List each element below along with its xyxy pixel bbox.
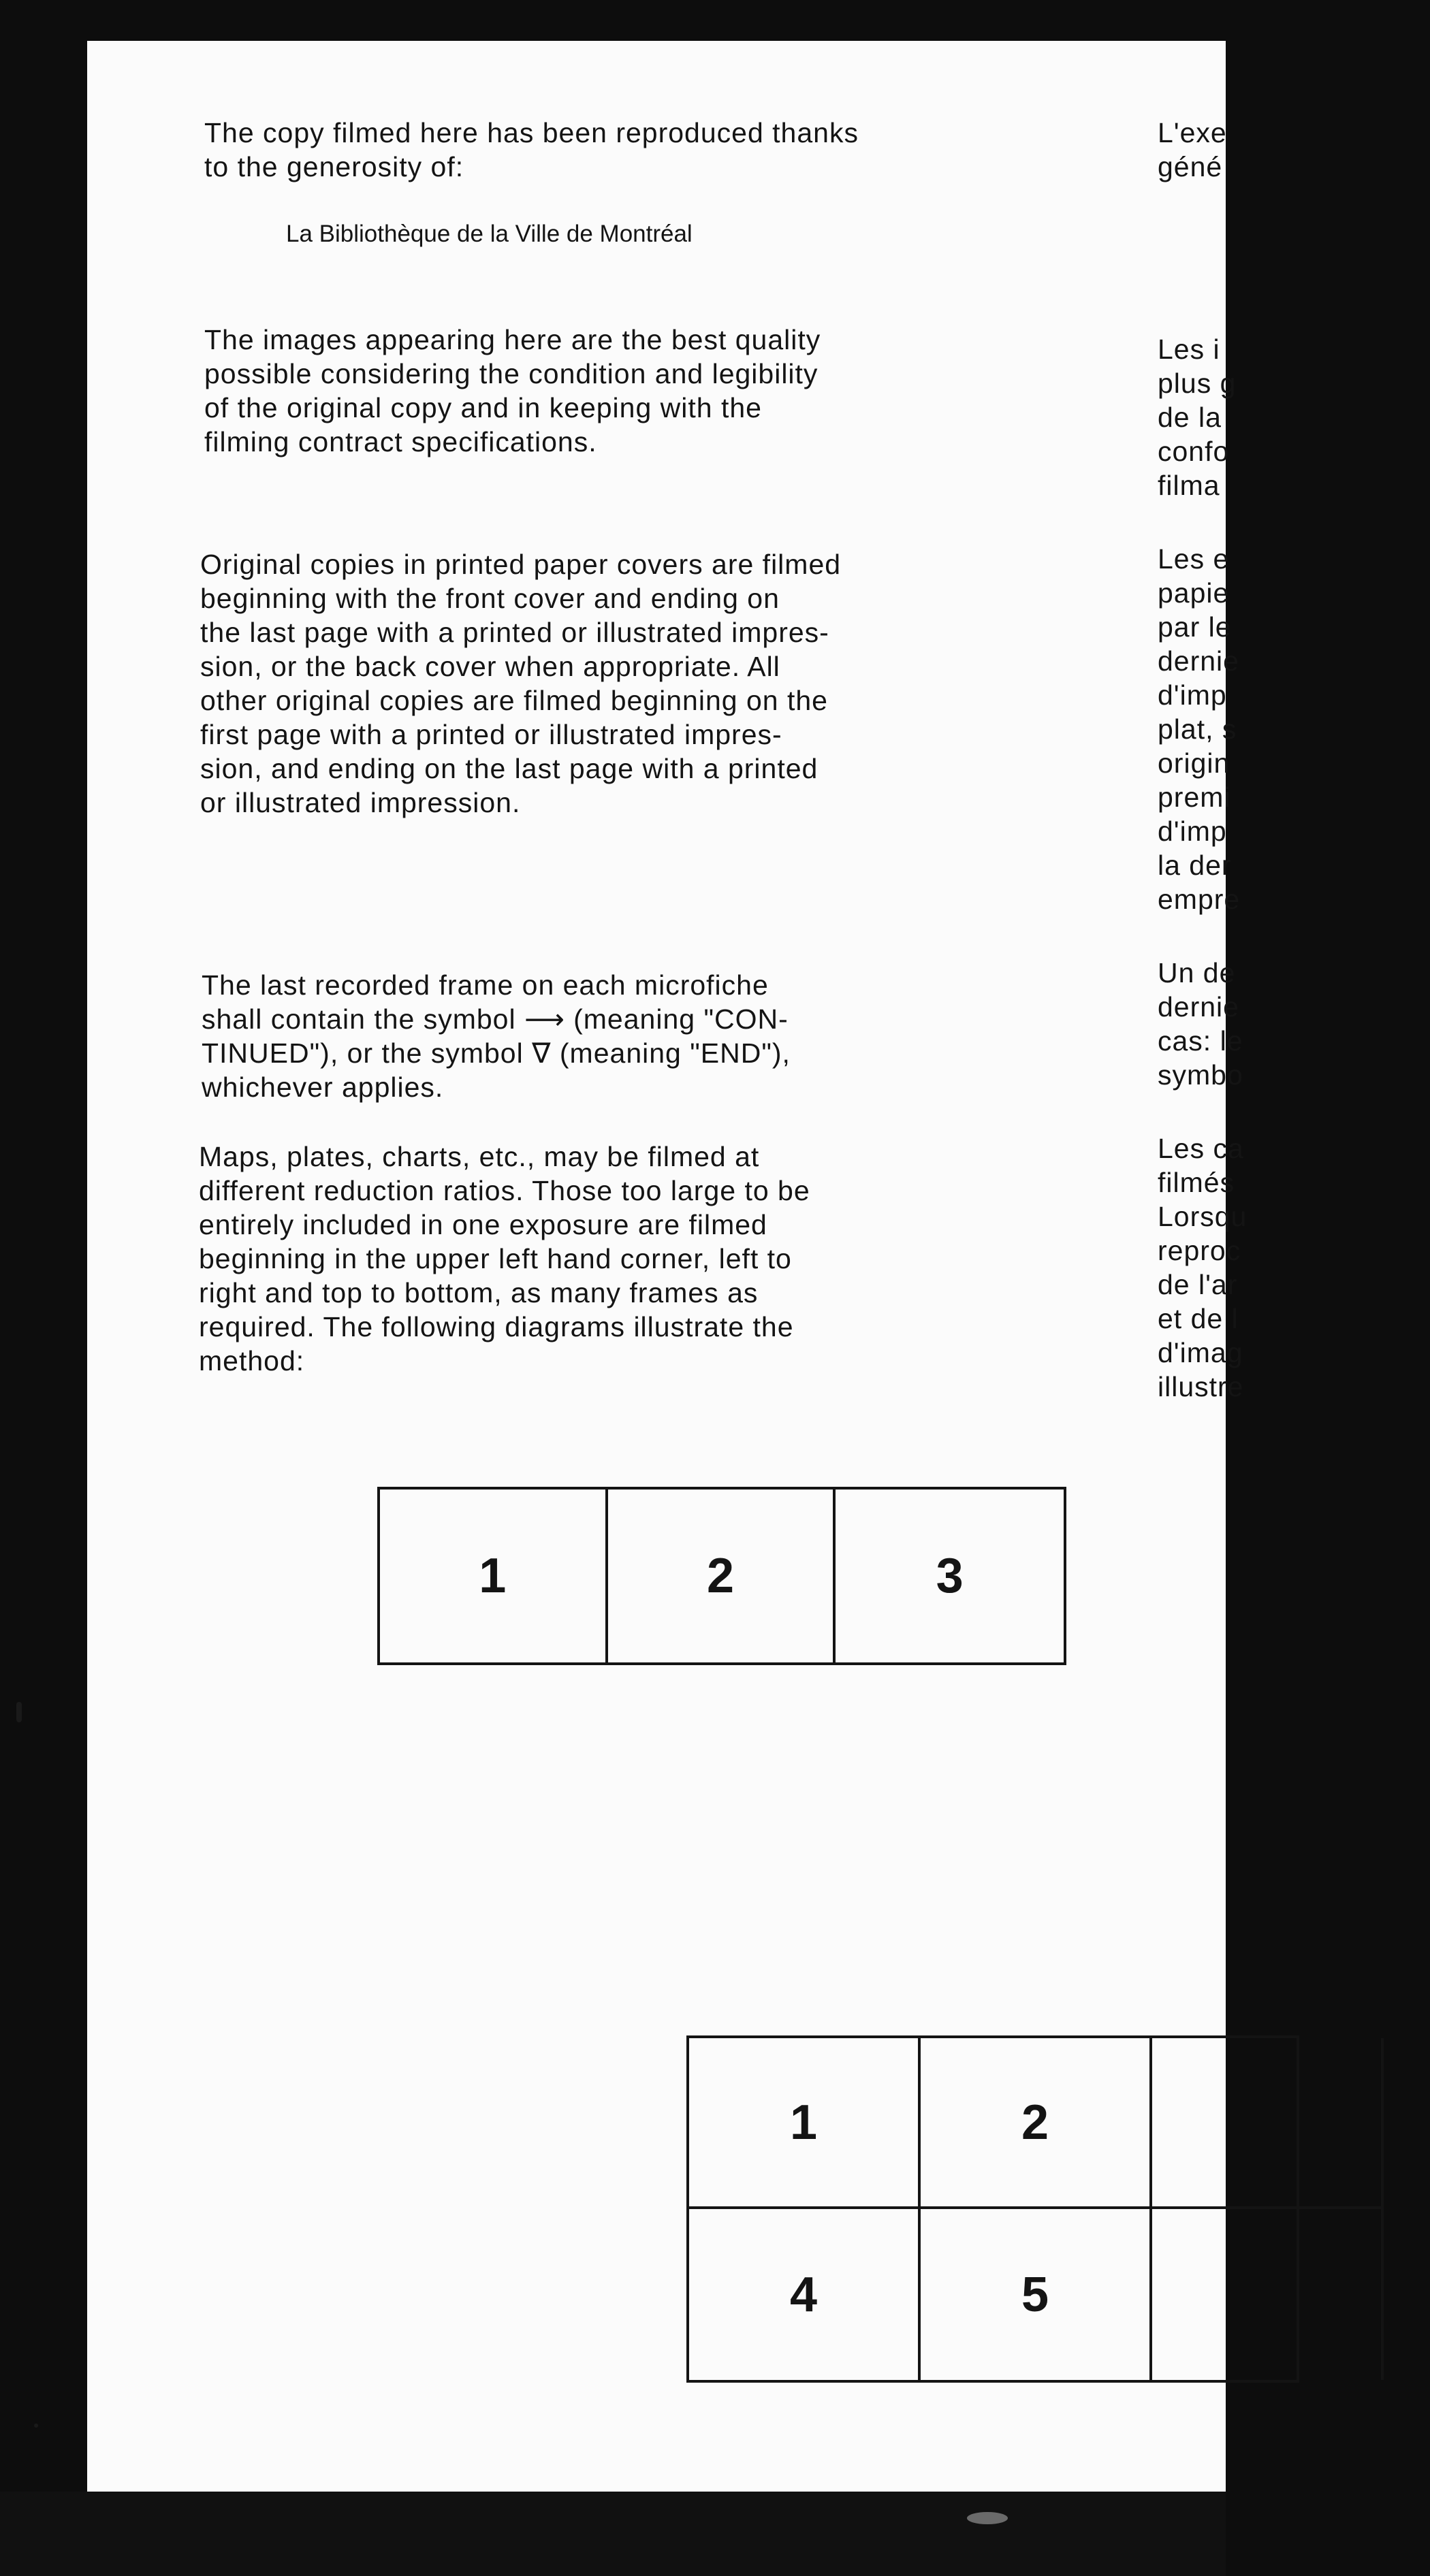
maps-paragraph: Maps, plates, charts, etc., may be filmed at different reduction ratios. Those too large to be entirely included in one exposure are filmed beginning in the upper left hand corner, left to right and top to bottom, as many frames as required. The following diagrams illustrate the method: — [199, 1141, 810, 1376]
frame-cell: 2 — [608, 1490, 836, 1662]
dust-speck — [16, 1702, 22, 1722]
frame-sequence-diagram — [377, 1487, 1066, 1665]
grid-cell: 1 — [689, 2038, 921, 2209]
library-name: La Bibliothèque de la Ville de Montréal — [286, 221, 693, 247]
originals-paragraph: Original copies in printed paper covers are filmed beginning with the front cover and ending on the last page with a printed or illustrated impres- sion, or the back cover when appropriate. All other original copies are filmed beginning on the first page with a printed or illustrated impres- sion, and ending on the last page with a printed or illustrated impression. — [200, 549, 842, 818]
grid-cell: 2 — [921, 2038, 1152, 2209]
fr-last-frame-paragraph: Un de dernie cas: le symbo — [1158, 957, 1243, 1091]
dust-speck — [967, 2512, 1008, 2524]
fr-quality-paragraph: Les i plus g de la confo filma — [1158, 334, 1237, 501]
frame-cell: 3 — [936, 1549, 964, 1603]
dust-speck — [34, 2424, 38, 2428]
quality-paragraph: The images appearing here are the best quality possible considering the condition and legibility of the original copy and in keeping with the filming contract specifications. — [204, 324, 821, 457]
last-frame-paragraph: The last recorded frame on each microfiche shall contain the symbol ⟶ (meaning "CON- TINUED"), or the symbol ∇ (meaning "END"), whichever applies. — [202, 969, 791, 1103]
grid-cell: 4 — [689, 2209, 921, 2380]
film-border-bottom — [0, 2492, 1226, 2576]
frame-cell: 1 — [380, 1490, 608, 1662]
grid-cell — [1152, 2038, 1384, 2209]
fr-intro-paragraph: L'exe géné — [1158, 117, 1227, 182]
frame-grid-diagram — [686, 2035, 1299, 2383]
french-column — [1158, 116, 1430, 1404]
english-column — [199, 116, 994, 1378]
grid-cell — [1152, 2209, 1384, 2380]
fr-maps-paragraph: Les ca filmés Lorsqu reproc de l'ar et de l d'imag illustre — [1158, 1133, 1248, 1402]
intro-paragraph: The copy filmed here has been reproduced thanks to the generosity of: — [204, 117, 859, 182]
grid-cell: 5 — [921, 2209, 1152, 2380]
fr-originals-paragraph: Les e papie par le dernie d'imp plat, s origin premi d'imp la der empre — [1158, 543, 1241, 915]
